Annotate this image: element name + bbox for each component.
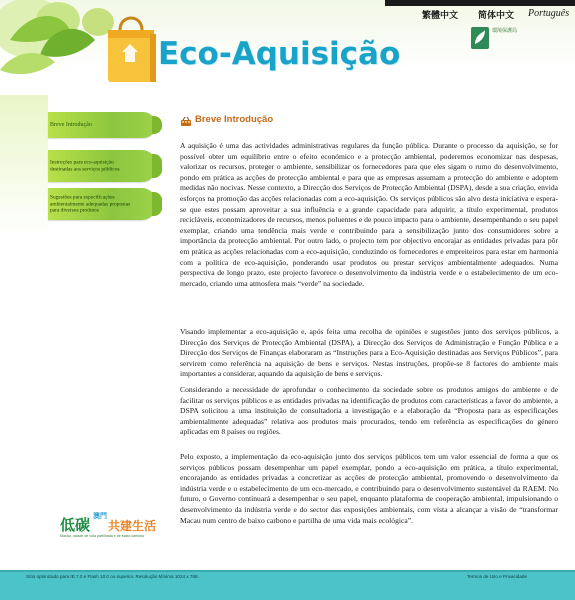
terms-privacy-link[interactable]: Termos de Uso e Privacidade bbox=[467, 574, 528, 579]
header bbox=[0, 0, 575, 100]
low-carbon-logo-life: 共建生活 bbox=[108, 519, 157, 533]
agency-logo-text: 環境保護局 bbox=[492, 28, 518, 34]
section-heading bbox=[180, 114, 560, 130]
low-carbon-logo[interactable] bbox=[60, 512, 170, 552]
language-bar bbox=[385, 0, 575, 6]
paragraph: Visando implementar a eco-aquisição e, após feita uma recolha de opiniões e sugestões junto dos serviços públicos, a Direcção dos Serviços de Protecção Ambiental (DSPA), a Direcção dos Serviços de Administração e Função Pública e a Direcção dos Serviços de Finanças elaboraram as “Instruções para a Eco-Aquisição destinadas aos Serviços Públicos”, para servirem como referência na aquisição de bens e serviços. Nestas instruções, propõe-se 8 factores do ambiente mais importantes a considerar, aquando da aquisição de bens e serviços. bbox=[180, 327, 558, 379]
low-carbon-logo-city: 澳門 bbox=[93, 512, 107, 520]
page-title: Breve Introdução bbox=[195, 114, 274, 125]
lang-simplified-chinese-link[interactable]: 简体中文 bbox=[478, 11, 515, 21]
paragraph: A aquisição é uma das actividades administrativas regulares da função pública. Durante o processo da aquisição, se for possível obter um equilíbrio entre o efeito económico e a protecção ambiental, poderemos economizar nas despesas, valorizar os recursos, proteger o ambiente, sensibilizar os fornecedores para que eles sigam o rumo do desenvolvimento, pondo em prática as acções de protecção ambiental e para que as empresas assumam a protecção do ambiente e adoptem medidas não nocivas. Nesse contexto, a Direcção dos Serviços de Protecção Ambiental (DSPA), desde a sua criação, envida esforços na promoção das acções relacionadas com a eco-aquisição. Os serviços públicos são alvo desta iniciativa e espera-se que estes possam aproveitar a sua influência e a grande capacidade para adquirir, a título experimental, produtos recicláveis, economizadores de recursos, menos poluentes e de pouco impacto para o ambiente, desempenhando o seu papel exemplar, criando uma tendência mais verde e contribuindo para a sensibilização junto dos consumidores sobre a importância da protecção ambiental. Por outro lado, o projecto tem por objectivo encorajar as entidades privadas para pôr em prática as acções relacionadas com a eco-aquisição, conduzindo os fornecedores e empreiteiros para estar em harmonia com a política de eco-aquisição, ponderando usar produtos ou prestar serviços ambientalmente adequados. Numa perspectiva de longo prazo, este projecto favorece o desenvolvimento da indústria verde e o estabelecimento de um eco-mercado, criando uma atmosfera mais “verde” na sociedade. bbox=[180, 141, 558, 288]
low-carbon-logo-subtitle: Macau, cidade de vida partilhada e de baixo carbono bbox=[60, 534, 145, 538]
lang-portuguese-link[interactable]: Português bbox=[528, 8, 570, 19]
agency-logo[interactable] bbox=[470, 26, 566, 52]
sidebar-item-instrucoes[interactable] bbox=[48, 150, 156, 182]
paragraph: Pelo exposto, a implementação da eco-aquisição junto dos serviços públicos tem um valor essencial de forma a que os serviços públicos possam desempenhar um papel exemplar, pondo a eco-aquisição em prática, a título experimental, encorajando as entidades privadas a concretizar as acções de protecção ambiental, promovendo o desenvolvimento da indústria verde e o estabelecimento de um eco-mercado, e contribuindo para o desenvolvimento sustentável da RAEM. No futuro, o Governo continuará a desempenhar o seu papel, enquanto plataforma de cooperação ambiental, impulsionando o desenvolvimento da indústria verde e do sector das exposições ambientais, com vista a alcançar a visão de “transformar Macau num centro de baixo carbono e partilha de uma vida mais ecológica”. bbox=[180, 452, 558, 525]
shopping-bag-icon bbox=[108, 18, 156, 82]
left-decoration bbox=[0, 95, 48, 573]
basket-icon bbox=[180, 116, 192, 127]
lang-traditional-chinese-link[interactable]: 繁體中文 bbox=[422, 11, 459, 21]
site-title: Eco-Aquisição bbox=[158, 36, 401, 72]
sidebar-item-label: Breve Introdução bbox=[50, 121, 92, 128]
sidebar-item-label: Sugestões para especificações ambientalmente adequadas propostas para diversos produtos bbox=[50, 194, 131, 214]
low-carbon-logo-text: 低碳 bbox=[60, 516, 91, 534]
paragraph: Considerando a necessidade de aprofundar o conhecimento da sociedade sobre os produtos amigos do ambiente e de facilitar os serviços públicos e as entidades privadas na identificação de produtos com características a favor do ambiente, a DSPA solicitou a uma instituição de consultadoria a investigação e a elaboração da “Proposta para as especificações ambientalmente adequadas” relativa aos produtos mais procurados, tendo em referência as especificações do género aplicadas em 8 países ou regiões. bbox=[180, 385, 558, 437]
sidebar-item-label: Instruções para eco-aquisição destinadas aos serviços públicos bbox=[50, 159, 120, 172]
sidebar-item-breve-introducao[interactable] bbox=[48, 112, 156, 138]
sidebar-item-sugestoes[interactable] bbox=[48, 188, 156, 220]
agency-logo-icon bbox=[470, 26, 490, 50]
footer-browser-note: Sítio optimizado para IE 7.0 e Flash 10.0 ou superior. Resolução Mínima 1024 x 768. bbox=[26, 574, 199, 579]
